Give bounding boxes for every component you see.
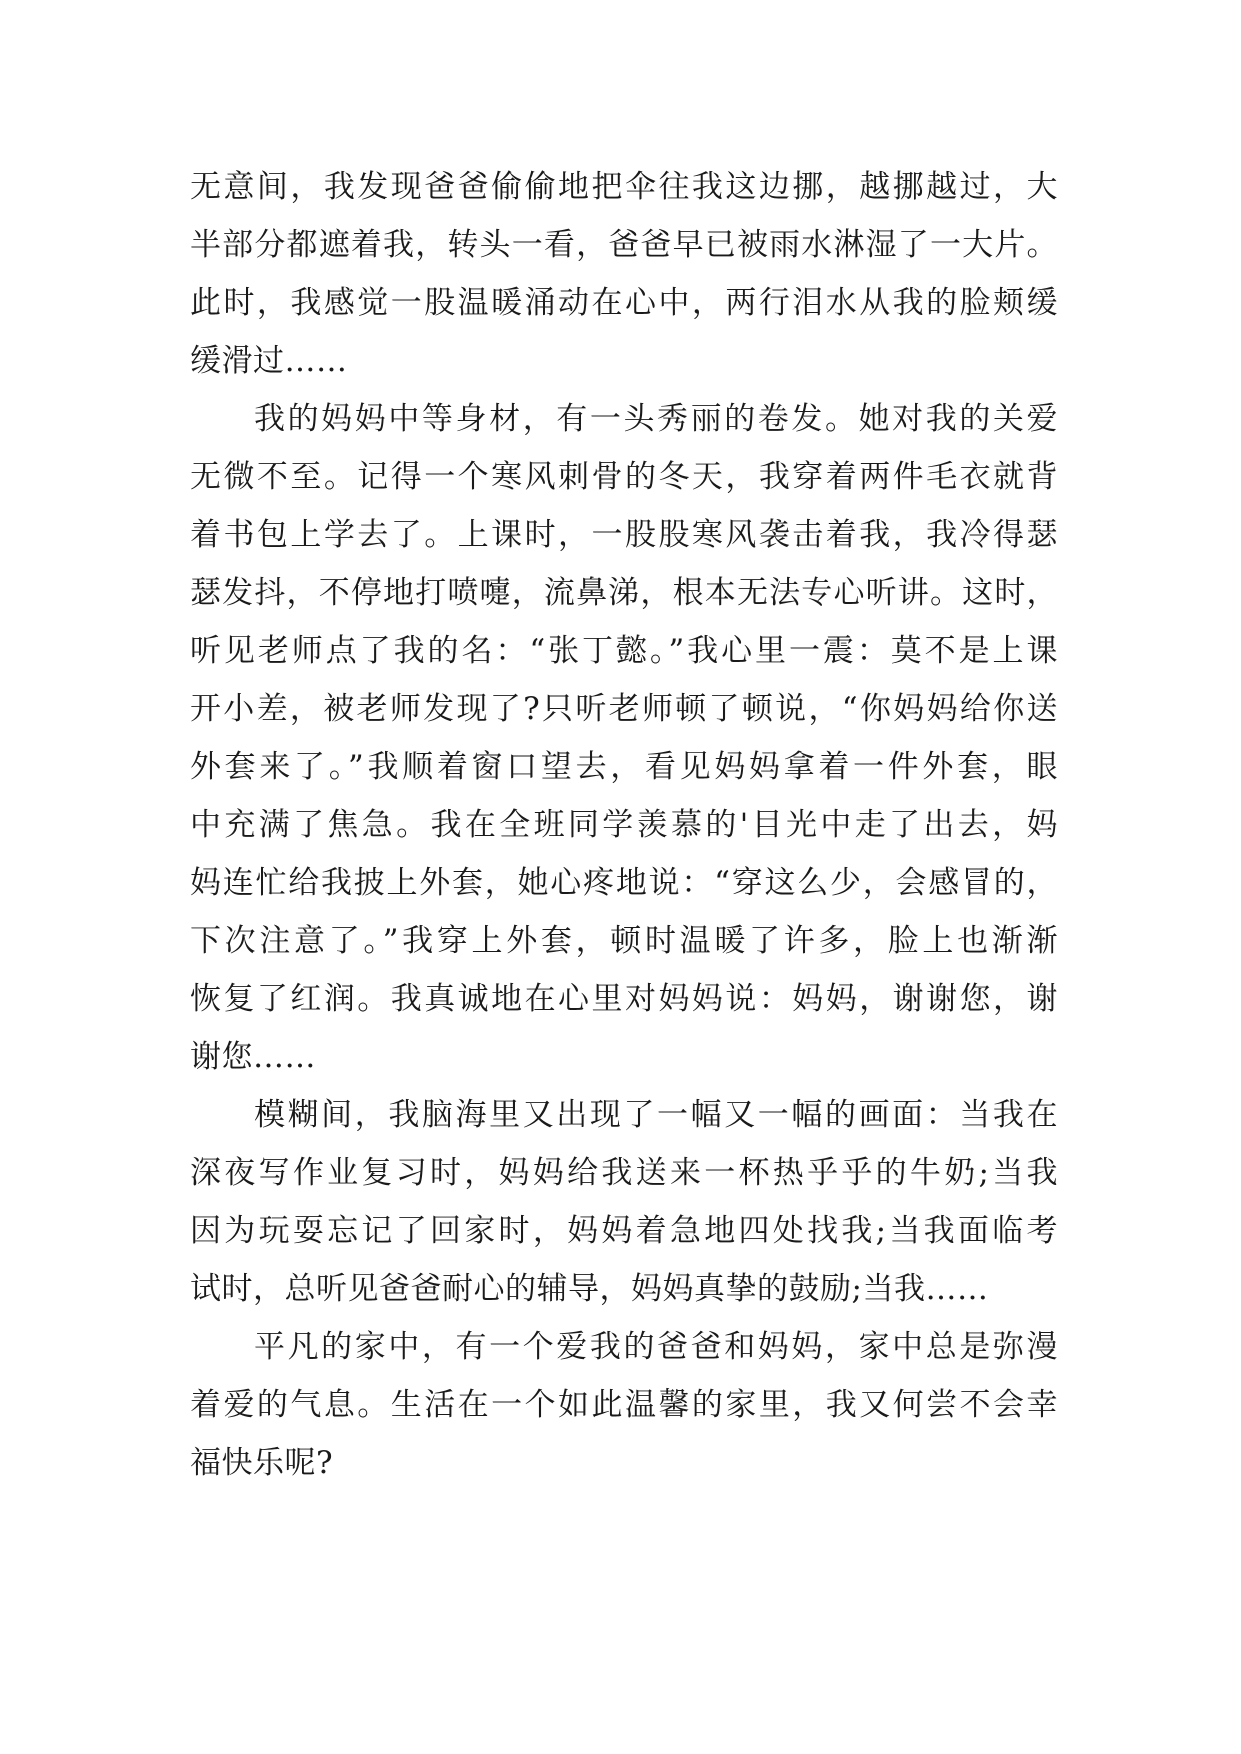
text-line: 半部分都遮着我，转头一看，爸爸早已被雨水淋湿了一大片。: [190, 227, 1058, 263]
paragraph-1: [190, 158, 1058, 390]
text-line: 模糊间，我脑海里又出现了一幅又一幅的画面：当我在: [254, 1097, 1058, 1133]
text-line: 无意间，我发现爸爸偷偷地把伞往我这边挪，越挪越过，大: [190, 169, 1058, 205]
text-line: 无微不至。记得一个寒风刺骨的冬天，我穿着两件毛衣就背: [190, 459, 1058, 495]
text-line: 着爱的气息。生活在一个如此温馨的家里，我又何尝不会幸: [190, 1387, 1058, 1423]
text-line: 下次注意了。”我穿上外套，顿时温暖了许多，脸上也渐渐: [190, 923, 1058, 959]
text-line: 此时，我感觉一股温暖涌动在心中，两行泪水从我的脸颊缓: [190, 285, 1058, 321]
text-line: 中充满了焦急。我在全班同学羡慕的'目光中走了出去，妈: [190, 807, 1058, 843]
text-line: 瑟发抖，不停地打喷嚏，流鼻涕，根本无法专心听讲。这时，: [190, 575, 1058, 611]
text-line: 因为玩耍忘记了回家时，妈妈着急地四处找我;当我面临考: [190, 1213, 1058, 1249]
paragraph-3: [190, 1086, 1058, 1318]
paragraph-2: [190, 390, 1058, 1086]
text-line: 缓滑过……: [190, 343, 348, 379]
text-line: 我的妈妈中等身材，有一头秀丽的卷发。她对我的关爱: [254, 401, 1058, 437]
text-line: 深夜写作业复习时，妈妈给我送来一杯热乎乎的牛奶;当我: [190, 1155, 1058, 1191]
text-line: 恢复了红润。我真诚地在心里对妈妈说：妈妈，谢谢您，谢: [190, 981, 1058, 1017]
text-line: 试时，总听见爸爸耐心的辅导，妈妈真挚的鼓励;当我……: [190, 1271, 989, 1307]
text-line: 平凡的家中，有一个爱我的爸爸和妈妈，家中总是弥漫: [254, 1329, 1058, 1365]
document-body: [190, 158, 1058, 1492]
text-line: 开小差，被老师发现了?只听老师顿了顿说，“你妈妈给你送: [190, 691, 1058, 727]
text-line: 妈连忙给我披上外套，她心疼地说：“穿这么少，会感冒的，: [190, 865, 1058, 901]
text-line: 听见老师点了我的名：“张丁懿。”我心里一震：莫不是上课: [190, 633, 1058, 669]
text-line: 着书包上学去了。上课时，一股股寒风袭击着我，我冷得瑟: [190, 517, 1058, 553]
text-line: 谢您……: [190, 1039, 316, 1075]
text-line: 外套来了。”我顺着窗口望去，看见妈妈拿着一件外套，眼: [190, 749, 1058, 785]
text-line: 福快乐呢?: [190, 1445, 334, 1481]
paragraph-4: [190, 1318, 1058, 1492]
